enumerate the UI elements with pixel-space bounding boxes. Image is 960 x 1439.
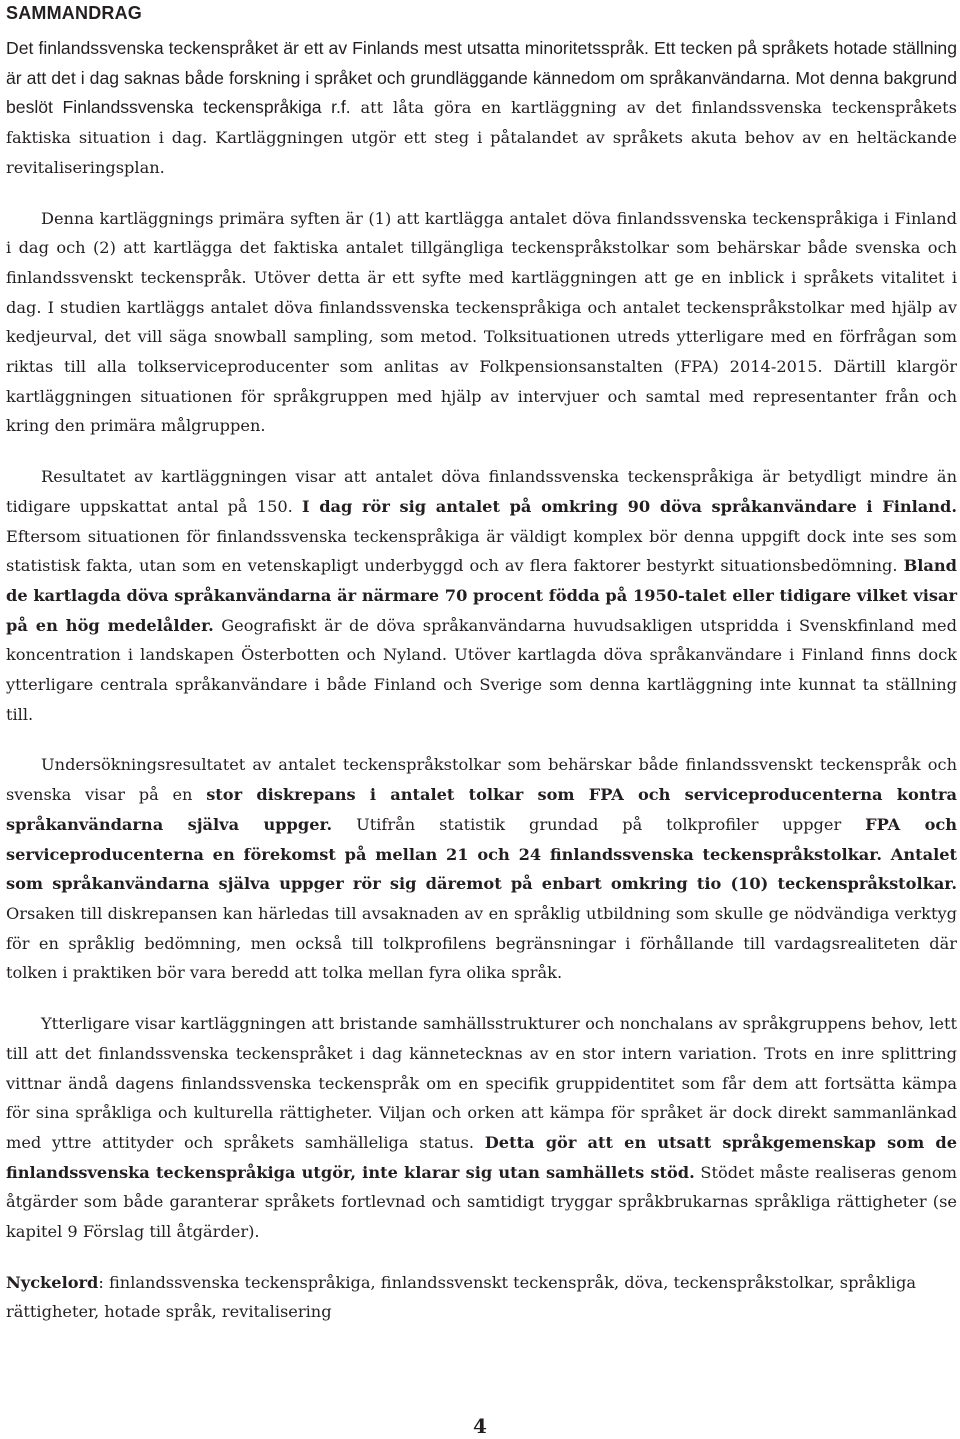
- results-highlight-1: I dag rör sig antalet på omkring 90 döva språkanvändare i Finland.: [301, 496, 957, 516]
- intro-paragraph: [6, 34, 957, 183]
- intro-text-2: att låta göra en kartläggning av det finlandssvenska teckenspråkets faktiska situation i dag. Kartläggningen utgör ett steg i påtalandet av språkets akuta behov av en heltäckande revitaliseringsplan.: [6, 98, 957, 177]
- interpreters-text-1: Undersökningsresultatet av antalet teckenspråkstolkar som behärskar både finlandssvenskt teckenspråk och svenska visar på en: [6, 755, 957, 805]
- society-highlight-1: Detta gör att en utsatt språkgemenskap som de finlandssvenska teckenspråkiga utgör, inte klarar sig utan samhällets stöd.: [6, 1132, 957, 1182]
- results-highlight-2: Bland de kartlagda döva språkanvändarna är närmare 70 procent födda på 1950-talet eller tidigare vilket visar på en hög medelålder.: [6, 556, 957, 635]
- interpreters-text-3: Orsaken till diskrepansen kan härledas till avsaknaden av en språklig utbildning som skulle ge nödvändiga verktyg för en språklig bedömning, men också till tolkprofilens begränsningar i förhållande till vardagsrealiteten där tolken i praktiken bör vara beredd att tolka mellan fyra olika språk.: [6, 903, 957, 983]
- section-heading: SAMMANDRAG: [6, 3, 142, 23]
- page-number: 4: [473, 1414, 487, 1438]
- keywords-list: : finlandssvenska teckenspråkiga, finlandssvenskt teckenspråk, döva, teckenspråkstolkar, språkliga rättigheter, hotade språk, revitalisering: [6, 1272, 917, 1322]
- interpreters-paragraph: [6, 750, 957, 988]
- interpreters-highlight-1: stor diskrepans i antalet tolkar som FPA och serviceproducenterna kontra språkanvändarna själva uppger.: [6, 785, 958, 834]
- society-text-2: Stödet måste realiseras genom åtgärder som både garanterar språkets fortlevnad och samtidigt tryggar språkbrukarnas språkliga rättigheter (se kapitel 9 Förslag till åtgärder).: [6, 1162, 958, 1242]
- keywords-label: Nyckelord: [6, 1272, 99, 1292]
- results-text-3: Geografiskt är de döva språkanvändarna huvudsakligen utspridda i Svenskfinland med koncentration i landskapen Österbotten och Nyland. Utöver kartlagda döva språkanvändare i Finland finns dock ytterligare centrala språkanvändare i både Finland och Sverige som denna kartläggning inte kunnat ta ställning till.: [6, 615, 957, 724]
- results-text-1: Resultatet av kartläggningen visar att antalet döva finlandssvenska teckenspråkiga är betydligt mindre än tidigare uppskattat antal på 150.: [6, 467, 957, 516]
- society-paragraph: [6, 1009, 957, 1247]
- results-text-2: Eftersom situationen för finlandssvenska teckenspråkiga är väldigt komplex bör denna uppgift dock inte ses som statistisk fakta, utan som en vetenskapligt underbyggd och av flera faktorer bestyrkt situationsbedömning.: [6, 526, 957, 576]
- document-page: [6, 0, 957, 1327]
- intro-text-1: Det finlandssvenska teckenspråket är ett av Finlands mest utsatta minoritetsspråk. Ett tecken på språkets hotade ställning är att det i dag saknas både forskning i språket och grundläggande kännedom om språkanvändarna. Mot denna bakgrund beslöt Finlandssvenska teckenspråkiga r.f.: [6, 38, 957, 118]
- keywords-paragraph: [6, 1268, 957, 1327]
- interpreters-text-2: Utifrån statistik grundad på tolkprofiler uppger: [332, 814, 866, 834]
- interpreters-highlight-2: FPA och serviceproducenterna en förekomst på mellan 21 och 24 finlandssvenska teckenspråkstolkar. Antalet som språkanvändarna själva uppger rör sig däremot på enbart omkring tio (10) teckenspråkstolkar.: [6, 814, 958, 894]
- purpose-paragraph: Denna kartläggnings primära syften är (1) att kartlägga antalet döva finlandssvenska teckenspråkiga i Finland i dag och (2) att kartlägga det faktiska antalet tillgängliga teckenspråkstolkar som behärskar både svenska och finlandssvenskt teckenspråk. Utöver detta är ett syfte med kartläggningen att ge en inblick i språkets vitalitet i dag. I studien kartläggs antalet döva finlandssvenska teckenspråkiga och antalet teckenspråkstolkar med hjälp av kedjeurval, det vill säga snowball sampling, som metod. Tolksituationen utreds ytterligare med en förfrågan som riktas till alla tolkserviceproducenter som anlitas av Folkpensionsanstalten (FPA) 2014-2015. Därtill klargör kartläggningen situationen för språkgruppen med hjälp av intervjuer och samtal med representanter från och kring den primära målgruppen.: [6, 208, 957, 436]
- results-paragraph: [6, 462, 957, 729]
- society-text-1: Ytterligare visar kartläggningen att bristande samhällsstrukturer och nonchalans av språkgruppens behov, lett till att det finlandssvenska teckenspråket i dag kännetecknas av en stor intern variation. Trots en inre splittring vittnar ändå dagens finlandssvenska teckenspråk om en specifik gruppidentitet som får dem att fortsätta kämpa för sina språkliga och kulturella rättigheter. Viljan och orken att kämpa för språket är dock direkt sammanlänkad med yttre attityder och språkets samhälleliga status.: [6, 1014, 957, 1152]
